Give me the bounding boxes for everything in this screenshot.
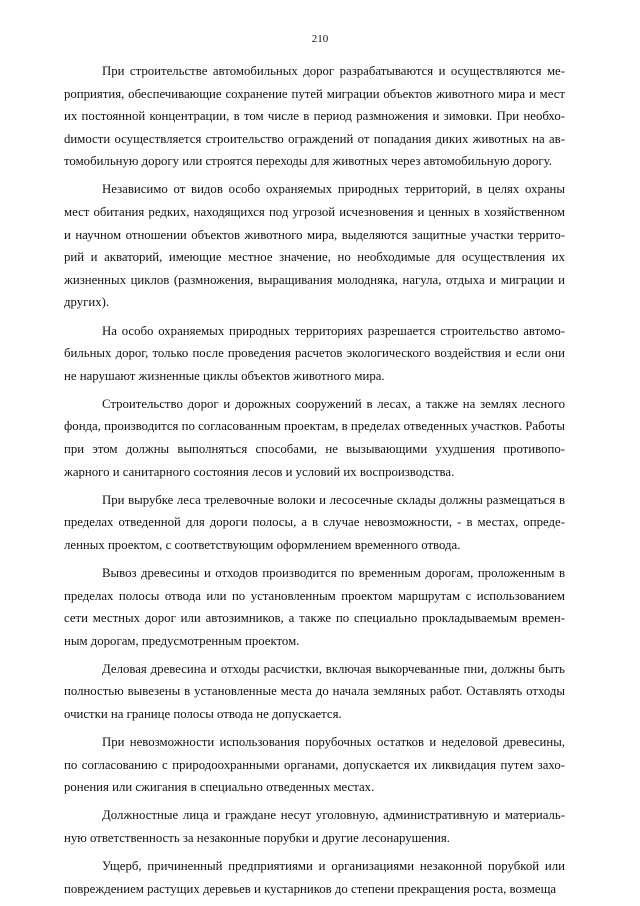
paragraph: При вырубке леса трелевочные волоки и лесосечные склады должны размещаться в пределах отведенной для дороги полосы, а в случае невозможности, - в местах, определенных проектом, с соответствующим оформлением временного отвода. <box>64 492 565 552</box>
paragraph: Строительство дорог и дорожных сооружений в лесах, а также на землях лесного фонда, производится по согласованным проектам, в пределах отведенных участков. Работы при этом должны выполняться способами, не вызывающими ухудшения противопожарного и санитарного состояния лесов и условий их воспроизводства. <box>64 396 565 479</box>
page-number: 210 <box>311 33 329 45</box>
paragraph: Ущерб, причиненный предприятиями и организациями незаконной порубкой или повреждением растущих деревьев и кустарников до степени прекращения роста, возмеща <box>64 859 565 896</box>
paragraph: Вывоз древесины и отходов производится по временным дорогам, проложенным в пределах полосы отвода или по установленным проектом маршрутам с использованием сети местных дорог или автозимников, а также по специально прокладываемым временным дорогам, предусмотренным проектом. <box>64 565 565 648</box>
paragraph: На особо охраняемых природных территориях разрешается строительство автомобильных дорог, только после проведения расчетов экологического воздействия и если они не нарушают жизненные циклы объектов животного мира. <box>64 323 565 383</box>
paragraph: При невозможности использования порубочных остатков и неделовой древесины, по согласованию с природоохранными органами, допускается их ликвидация путем захоронения или сжигания в специально отведенных местах. <box>64 735 565 795</box>
body-text <box>64 60 565 906</box>
paragraph: Должностные лица и граждане несут уголовную, административную и материальную ответственность за незаконные порубки и другие лесонарушения. <box>64 808 565 845</box>
paragraph: При строительстве автомобильных дорог разрабатываются и осуществляются мероприятия, обеспечивающие сохранение путей миграции объектов животного мира и мест их постоянной концентрации, в том числе в период размножения и зимовки. При необхоdимости осуществляется строительство ограждений от попадания диких животных на автомобильную дорогу или строятся переходы для животных через автомобильную дорогу. <box>64 64 565 169</box>
paragraph: Деловая древесина и отходы расчистки, включая выкорчеванные пни, должны быть полностью вывезены в установленные места до начала земляных работ. Оставлять отходы очистки на границе полосы отвода не допускается. <box>64 661 565 722</box>
paragraph: Независимо от видов особо охраняемых природных территорий, в целях охраны мест обитания редких, находящихся под угрозой исчезновения и ценных в хозяйственном и научном отношении объектов животного мира, выделяются защитные участки территорий и акваторий, имеющие местное значение, но необходимые для осуществления их жизненных циклов (размножения, выращивания молодняка, нагула, отдыха и миграции и других). <box>64 182 565 310</box>
